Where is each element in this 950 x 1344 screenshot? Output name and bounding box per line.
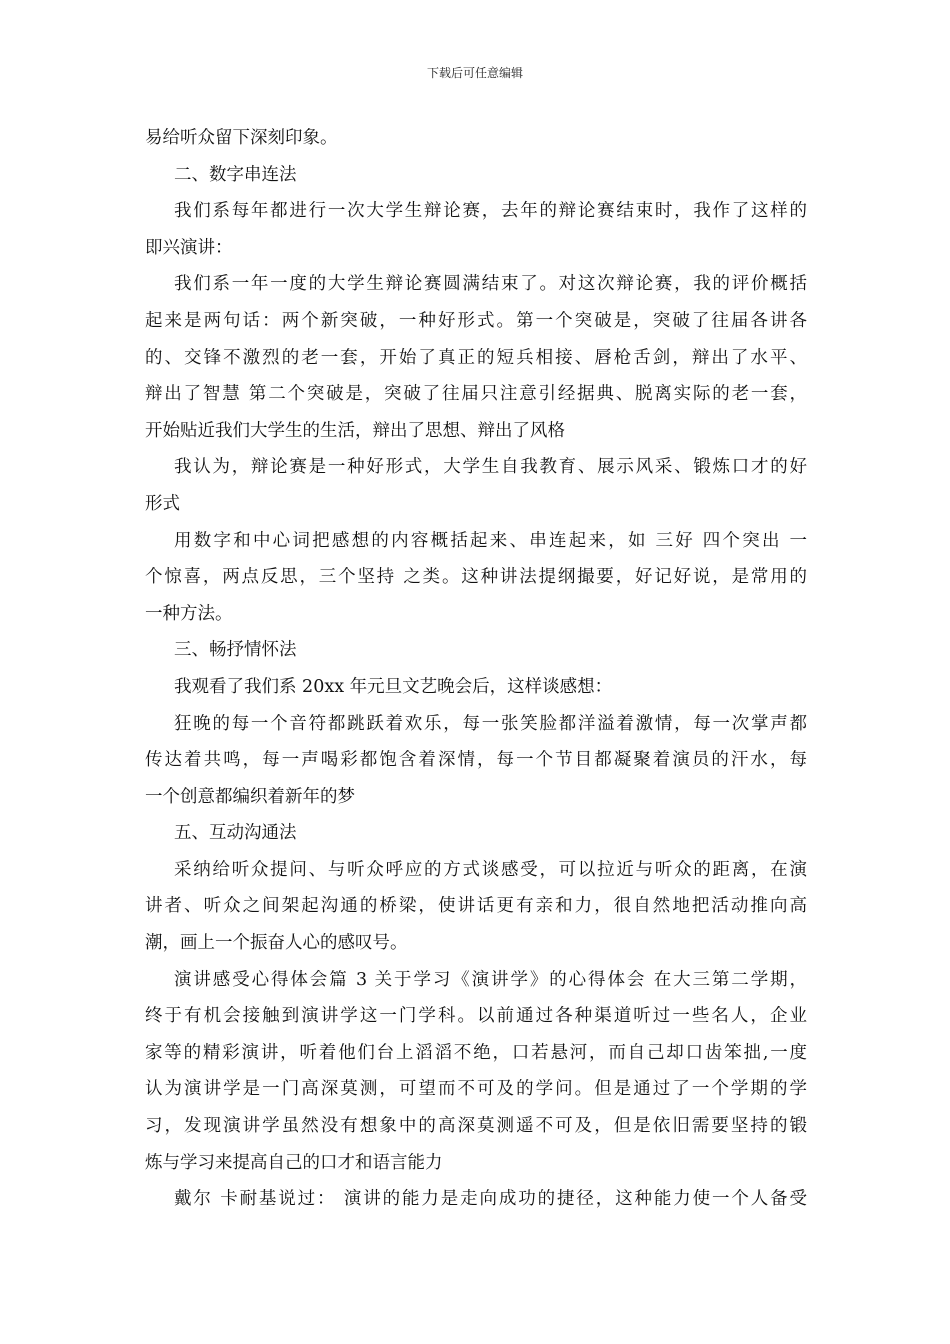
text-line: 的、交锋不激烈的老一套，开始了真正的短兵相接、唇枪舌剑，辩出了水平、 bbox=[145, 347, 807, 368]
text-line: 认为演讲学是一门高深莫测，可望而不可及的学问。但是通过了一个学期的学 bbox=[145, 1079, 807, 1100]
text-line: 演讲感受心得体会篇 3 关于学习《演讲学》的心得体会 在大三第二学期， bbox=[174, 969, 807, 990]
page-header: 下载后可任意编辑 bbox=[426, 66, 523, 80]
text-line: 戴尔 卡耐基说过： 演讲的能力是走向成功的捷径，这种能力使一个人备受 bbox=[174, 1189, 807, 1210]
text-line: 我认为，辩论赛是一种好形式，大学生自我教育、展示风采、锻炼口才的好 bbox=[174, 457, 807, 478]
text-line: 炼与学习来提高自己的口才和语言能力 bbox=[145, 1152, 443, 1173]
text-line: 起来是两句话：两个新突破，一种好形式。第一个突破是，突破了往届各讲各 bbox=[145, 310, 807, 331]
text-line: 个惊喜，两点反思，三个坚持 之类。这种讲法提纲撮要，好记好说，是常用的 bbox=[145, 567, 807, 588]
text-line: 习，发现演讲学虽然没有想象中的高深莫测遥不可及，但是依旧需要坚持的锻 bbox=[145, 1116, 807, 1137]
text-line: 终于有机会接触到演讲学这一门学科。以前通过各种渠道听过一些名人，企业 bbox=[145, 1006, 807, 1027]
text-line: 我们系一年一度的大学生辩论赛圆满结束了。对这次辩论赛，我的评价概括 bbox=[174, 274, 807, 295]
text-line: 采纳给听众提问、与听众呼应的方式谈感受，可以拉近与听众的距离，在演 bbox=[174, 859, 807, 880]
text-line: 辩出了智慧 第二个突破是，突破了往届只注意引经据典、脱离实际的老一套， bbox=[145, 384, 807, 405]
text-line: 易给听众留下深刻印象。 bbox=[145, 128, 338, 148]
text-line: 我们系每年都进行一次大学生辩论赛，去年的辩论赛结束时，我作了这样的 bbox=[174, 201, 807, 222]
text-line: 一个创意都编织着新年的梦 bbox=[145, 786, 355, 807]
text-line: 即兴演讲： bbox=[145, 237, 233, 258]
text-line: 家等的精彩演讲，听着他们台上滔滔不绝，口若悬河，而自己却口齿笨拙,一度 bbox=[145, 1042, 807, 1063]
text-line: 传达着共鸣，每一声喝彩都饱含着深情，每一个节目都凝聚着演员的汗水，每 bbox=[145, 750, 807, 771]
text-line: 二、数字串连法 bbox=[174, 164, 297, 185]
text-line: 讲者、听众之间架起沟通的桥梁，使讲话更有亲和力，很自然地把活动推向高 bbox=[145, 896, 807, 917]
text-line: 用数字和中心词把感想的内容概括起来、串连起来，如 三好 四个突出 一 bbox=[174, 530, 807, 551]
text-line: 五、互动沟通法 bbox=[174, 823, 297, 844]
text-line: 开始贴近我们大学生的生活，辩出了思想、辩出了风格 bbox=[145, 420, 565, 441]
text-line: 潮，画上一个振奋人心的感叹号。 bbox=[145, 933, 408, 954]
text-line: 狂晚的每一个音符都跳跃着欢乐，每一张笑脸都洋溢着激情，每一次掌声都 bbox=[174, 713, 807, 734]
text-line: 形式 bbox=[145, 493, 180, 514]
text-line: 一种方法。 bbox=[145, 603, 233, 624]
text-line: 三、畅抒情怀法 bbox=[174, 640, 297, 661]
document-body bbox=[145, 120, 807, 1218]
text-line: 我观看了我们系 20xx 年元旦文艺晚会后，这样谈感想： bbox=[174, 676, 613, 697]
